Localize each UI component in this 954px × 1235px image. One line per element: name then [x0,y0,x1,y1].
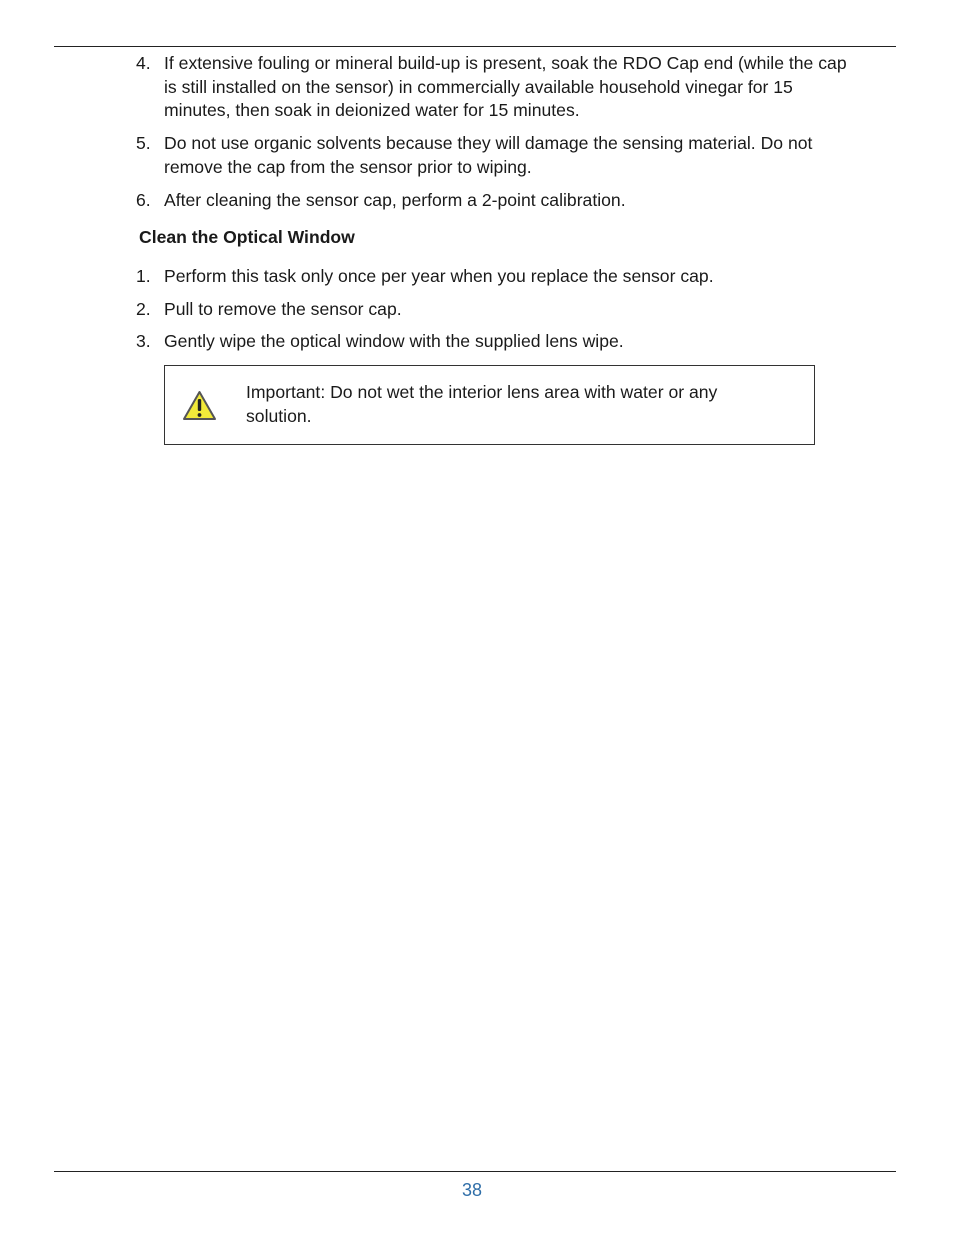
section-heading: Clean the Optical Window [139,227,355,247]
section-steps-list [136,265,856,363]
page-number: 38 [461,1180,483,1200]
list-item [136,330,856,354]
list-item [136,132,856,179]
list-item [136,52,856,123]
step-text: Pull to remove the sensor cap. [164,298,402,319]
step-text: After cleaning the sensor cap, perform a 2-point calibration. [164,189,626,210]
list-item [136,265,856,289]
step-text: Perform this task only once per year when you replace the sensor cap. [164,266,714,286]
steps-continued-list [136,52,856,212]
step-number: 4. [136,53,151,73]
list-item [136,189,856,213]
header-rule [54,46,896,47]
step-number: 2. [136,298,151,319]
step-text: If extensive fouling or mineral build-up is present, soak the RDO Cap end (while the cap is still installed on the sensor) in commercially available household vinegar for 15 minutes, then soak in deionized water for 15 minutes. [164,53,847,120]
footer-rule [54,1171,896,1172]
step-text: Do not use organic solvents because they will damage the sensing material. Do not remove the cap from the sensor prior to wiping. [164,133,813,177]
warning-triangle-icon [182,390,217,421]
callout-text: Important: Do not wet the interior lens area with water or any solution. [246,382,718,426]
step-number: 3. [136,331,151,351]
step-number: 5. [136,133,151,153]
step-number: 6. [136,189,151,210]
important-callout [164,365,815,445]
list-item [136,298,856,322]
step-text: Gently wipe the optical window with the supplied lens wipe. [164,331,624,351]
step-number: 1. [136,266,151,286]
